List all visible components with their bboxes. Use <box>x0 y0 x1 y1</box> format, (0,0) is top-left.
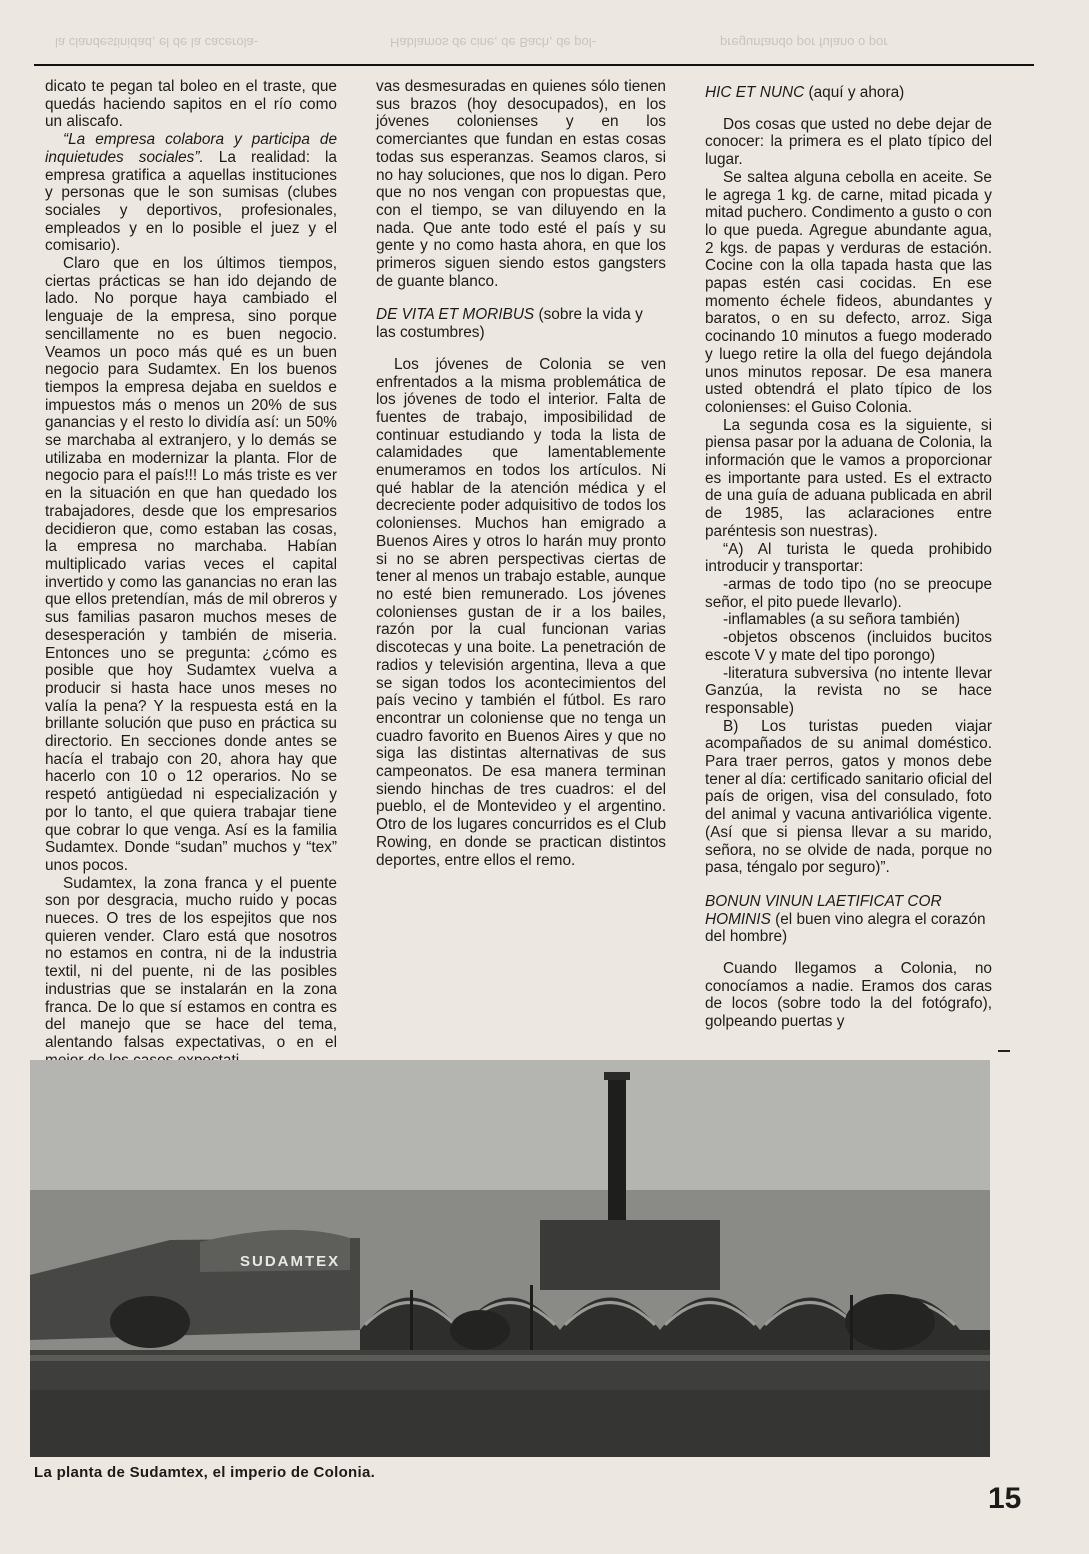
factory-illustration <box>30 1060 990 1457</box>
bleed-line: preguntando por fulano o por <box>720 35 888 50</box>
margin-dash <box>998 1050 1010 1052</box>
paragraph: -armas de todo tipo (no se preocupe señor, el pito puede llevarlo). <box>705 575 992 611</box>
paragraph: Dos cosas que usted no debe dejar de conocer: la primera es el plato típico del lugar. <box>705 115 992 169</box>
bleed-through-text <box>0 0 1089 60</box>
heading-latin: HIC ET NUNC <box>705 84 805 101</box>
photo-caption: La planta de Sudamtex, el imperio de Colonia. <box>34 1464 376 1481</box>
heading-translation: (sobre la vida y las costumbres) <box>376 306 643 342</box>
section-heading <box>705 893 992 946</box>
paragraph: Los jóvenes de Colonia se ven enfrentados a la misma problemática de los jóvenes de todo el interior. Falta de fuentes de trabajo, imposibilidad de continuar estudiando y toda la lista de calamidades que lamentablemente enumeramos en todos los artículos. Ni qué hablar de la atención médica y el decreciente poder adquisitivo de todos los colonienses. Muchos han emigrado a Buenos Aires y otros lo harán muy pronto si no se abren perspectivas ciertas de tener al menos un trabajo estable, aunque no esté bien remunerado. Los jóvenes colonienses gustan de ir a los bailes, razón por la cual funcionan varias discotecas y una boite. La penetración de radios y televisión argentina, lleva a que se sigan todos los acontecimientos del país vecino y también el fútbol. Es raro encontrar un coloniense que no tenga un cuadro favorito en Buenos Aires y que no siga las distintas alternativas de sus campeonatos. De esa manera terminan siendo hinchas de tres cuadros: el del pueblo, el de Montevideo y el argentino. Otro de los lugares concurridos es el Club Rowing, en donde se practican distintos deportes, entre ellos el remo. <box>376 355 666 869</box>
paragraph: Sudamtex, la zona franca y el puente son por desgracia, mucho ruido y pocas nueces. O tres de los espejitos que nos quieren vender. Claro está que nosotros no estamos en contra, ni de la industria textil, ni del puente, ni de las posibles industrias que se instalarán en la zona franca. De lo que sí estamos en contra es del manejo que se hace del tema, alentando falsas expectativas, o en el <box>45 874 337 1051</box>
page-number: 15 <box>988 1482 1022 1515</box>
column-3 <box>705 78 992 1031</box>
paragraph <box>45 131 337 255</box>
section-heading <box>705 84 992 102</box>
sign-text: SUDAMTEX <box>240 1253 341 1270</box>
paragraph: “A) Al turista le queda prohibido introducir y transportar: <box>705 540 992 576</box>
paragraph: Cuando llegamos a Colonia, no conocíamos a nadie. Eramos dos caras de locos (sobre todo la del fotógrafo), golpeando puertas y <box>705 960 992 1031</box>
column-1 <box>45 78 337 1069</box>
paragraph: -inflamables (a su señora también) <box>723 611 960 629</box>
factory-photo <box>30 1060 990 1457</box>
bleed-line: Hablamos de cine, de Bach, de pol- <box>390 35 596 50</box>
paragraph: -literatura subversiva (no intente llevar Ganzúa, la revista no se hace responsable) <box>705 664 992 717</box>
section-heading <box>376 306 666 341</box>
paragraph: La segunda cosa es la siguiente, si piensa pasar por la aduana de Colonia, la información que le vamos a proporcionar es importante para usted. Es el extracto de una guía de aduana publicada en abril de 1985, las aclaraciones entre paréntesis son nuestras). <box>705 416 992 540</box>
quote-italic: “La empresa colabora y participa de inquietudes sociales”. <box>45 131 337 166</box>
heading-latin: BONUN VINUN LAETIFICAT COR HOMINIS <box>705 892 942 928</box>
paragraph: Se saltea alguna cebolla en aceite. Se le agrega 1 kg. de carne, mitad picada y mitad puchero. Condimento a gusto o con lo que pueda. Agregue abundante agua, 2 kgs. de papas y verduras de estación. Cocine con la olla tapada hasta que las papas estén casi cocidas. En ese momento échele fideos, abundantes y baratos, o en su defecto, arroz. Siga cocinando 10 minutos a fuego moderado y luego retire la olla del fuego dejándola unos minutos reposar. De esa manera usted obtendrá el plato típico de los colonienses: el Guiso Colonia. <box>705 168 992 416</box>
paragraph: -objetos obscenos (incluidos bucitos escote V y mate del tipo porongo) <box>705 629 992 664</box>
paragraph-text: La realidad: la empresa gratifica a aquellas instituciones y personas que le son sumisas (clubes sociales y deportivos, profesionales, empleados y en lo posible el juez y el comisario). <box>45 148 337 255</box>
heading-latin: DE VITA ET MORIBUS <box>376 306 535 324</box>
bleed-line: la clandestinidad, el de la cacerola- <box>55 35 259 50</box>
paragraph: dicato te pegan tal boleo en el traste, que quedás haciendo sapitos en el río como un aliscafo. <box>45 78 337 131</box>
column-2 <box>376 78 666 869</box>
paragraph: B) Los turistas pueden viajar acompañados de su animal doméstico. Para traer perros, gatos y monos debe tener al día: certificado sanitario oficial del país de origen, visa del consulado, foto del animal y vacuna antivariólica vigente. (Así que si piensa llevar a su marido, señora, no se olvide de nada, porque no pasa, téngalo por seguro)”. <box>705 717 992 877</box>
paragraph: vas desmesuradas en quienes sólo tienen sus brazos (hoy desocupados), en los jóvenes colonienses y en los comerciantes que fundan en estas cosas todas sus esperanzas. Seamos claros, si no hay soluciones, que nos lo digan. Pero que no nos vengan con propuestas que, con el tiempo, se van diluyendo en la nada. Que ante todo esté el país y su gente y no como hasta ahora, en que los primeros siguen siendo estos gangsters de guante blanco. <box>376 78 666 290</box>
heading-translation: (el buen vino alegra el corazón del hombre) <box>705 910 986 946</box>
header-rule <box>34 64 1034 66</box>
heading-translation: (aquí y ahora) <box>804 84 905 101</box>
paragraph: Claro que en los últimos tiempos, ciertas prácticas se han ido dejando de lado. No porque haya cambiado el lenguaje de la empresa, sino porque sencillamente no es buen negocio. Veamos un poco más qué es un buen negocio para Sudamtex. En los buenos tiempos la empresa dejaba en sueldos e impuestos más o menos un 20% de sus ganancias y el resto lo dividía así: un 50% se marchaba al extranjero, y lo demás se utilizaba en modernizar la planta. Flor de negocio para el país!!! Lo más triste es ver en la situación en que han quedado los trabajadores, desde que los empresarios decidieron que, como estaban las cosas, la empresa no marchaba. Habían multiplicado varias veces el capital invertido y como las ganancias no eran las que ellos pretendían, más de mil obreros y sus familias pasaron muchos meses de desesperación y también de miseria. Entonces uno se pregunta: ¿cómo es posible que hoy Sudamtex vuelva a producir si hasta hace unos meses no valía la pena? Y la respuesta está en la brillante solución que puso en práctica su directorio. En secciones donde antes se hacía el trabajo con 20, ahora hay que hacerlo con 10 o 12 operarios. No se respetó antigüedad ni especialización y por lo tanto, el que quiera trabajar tiene que cobrar lo que venga. Así es la familia Sudamtex. Donde “sudan” muchos y “tex” unos pocos. <box>45 255 337 874</box>
